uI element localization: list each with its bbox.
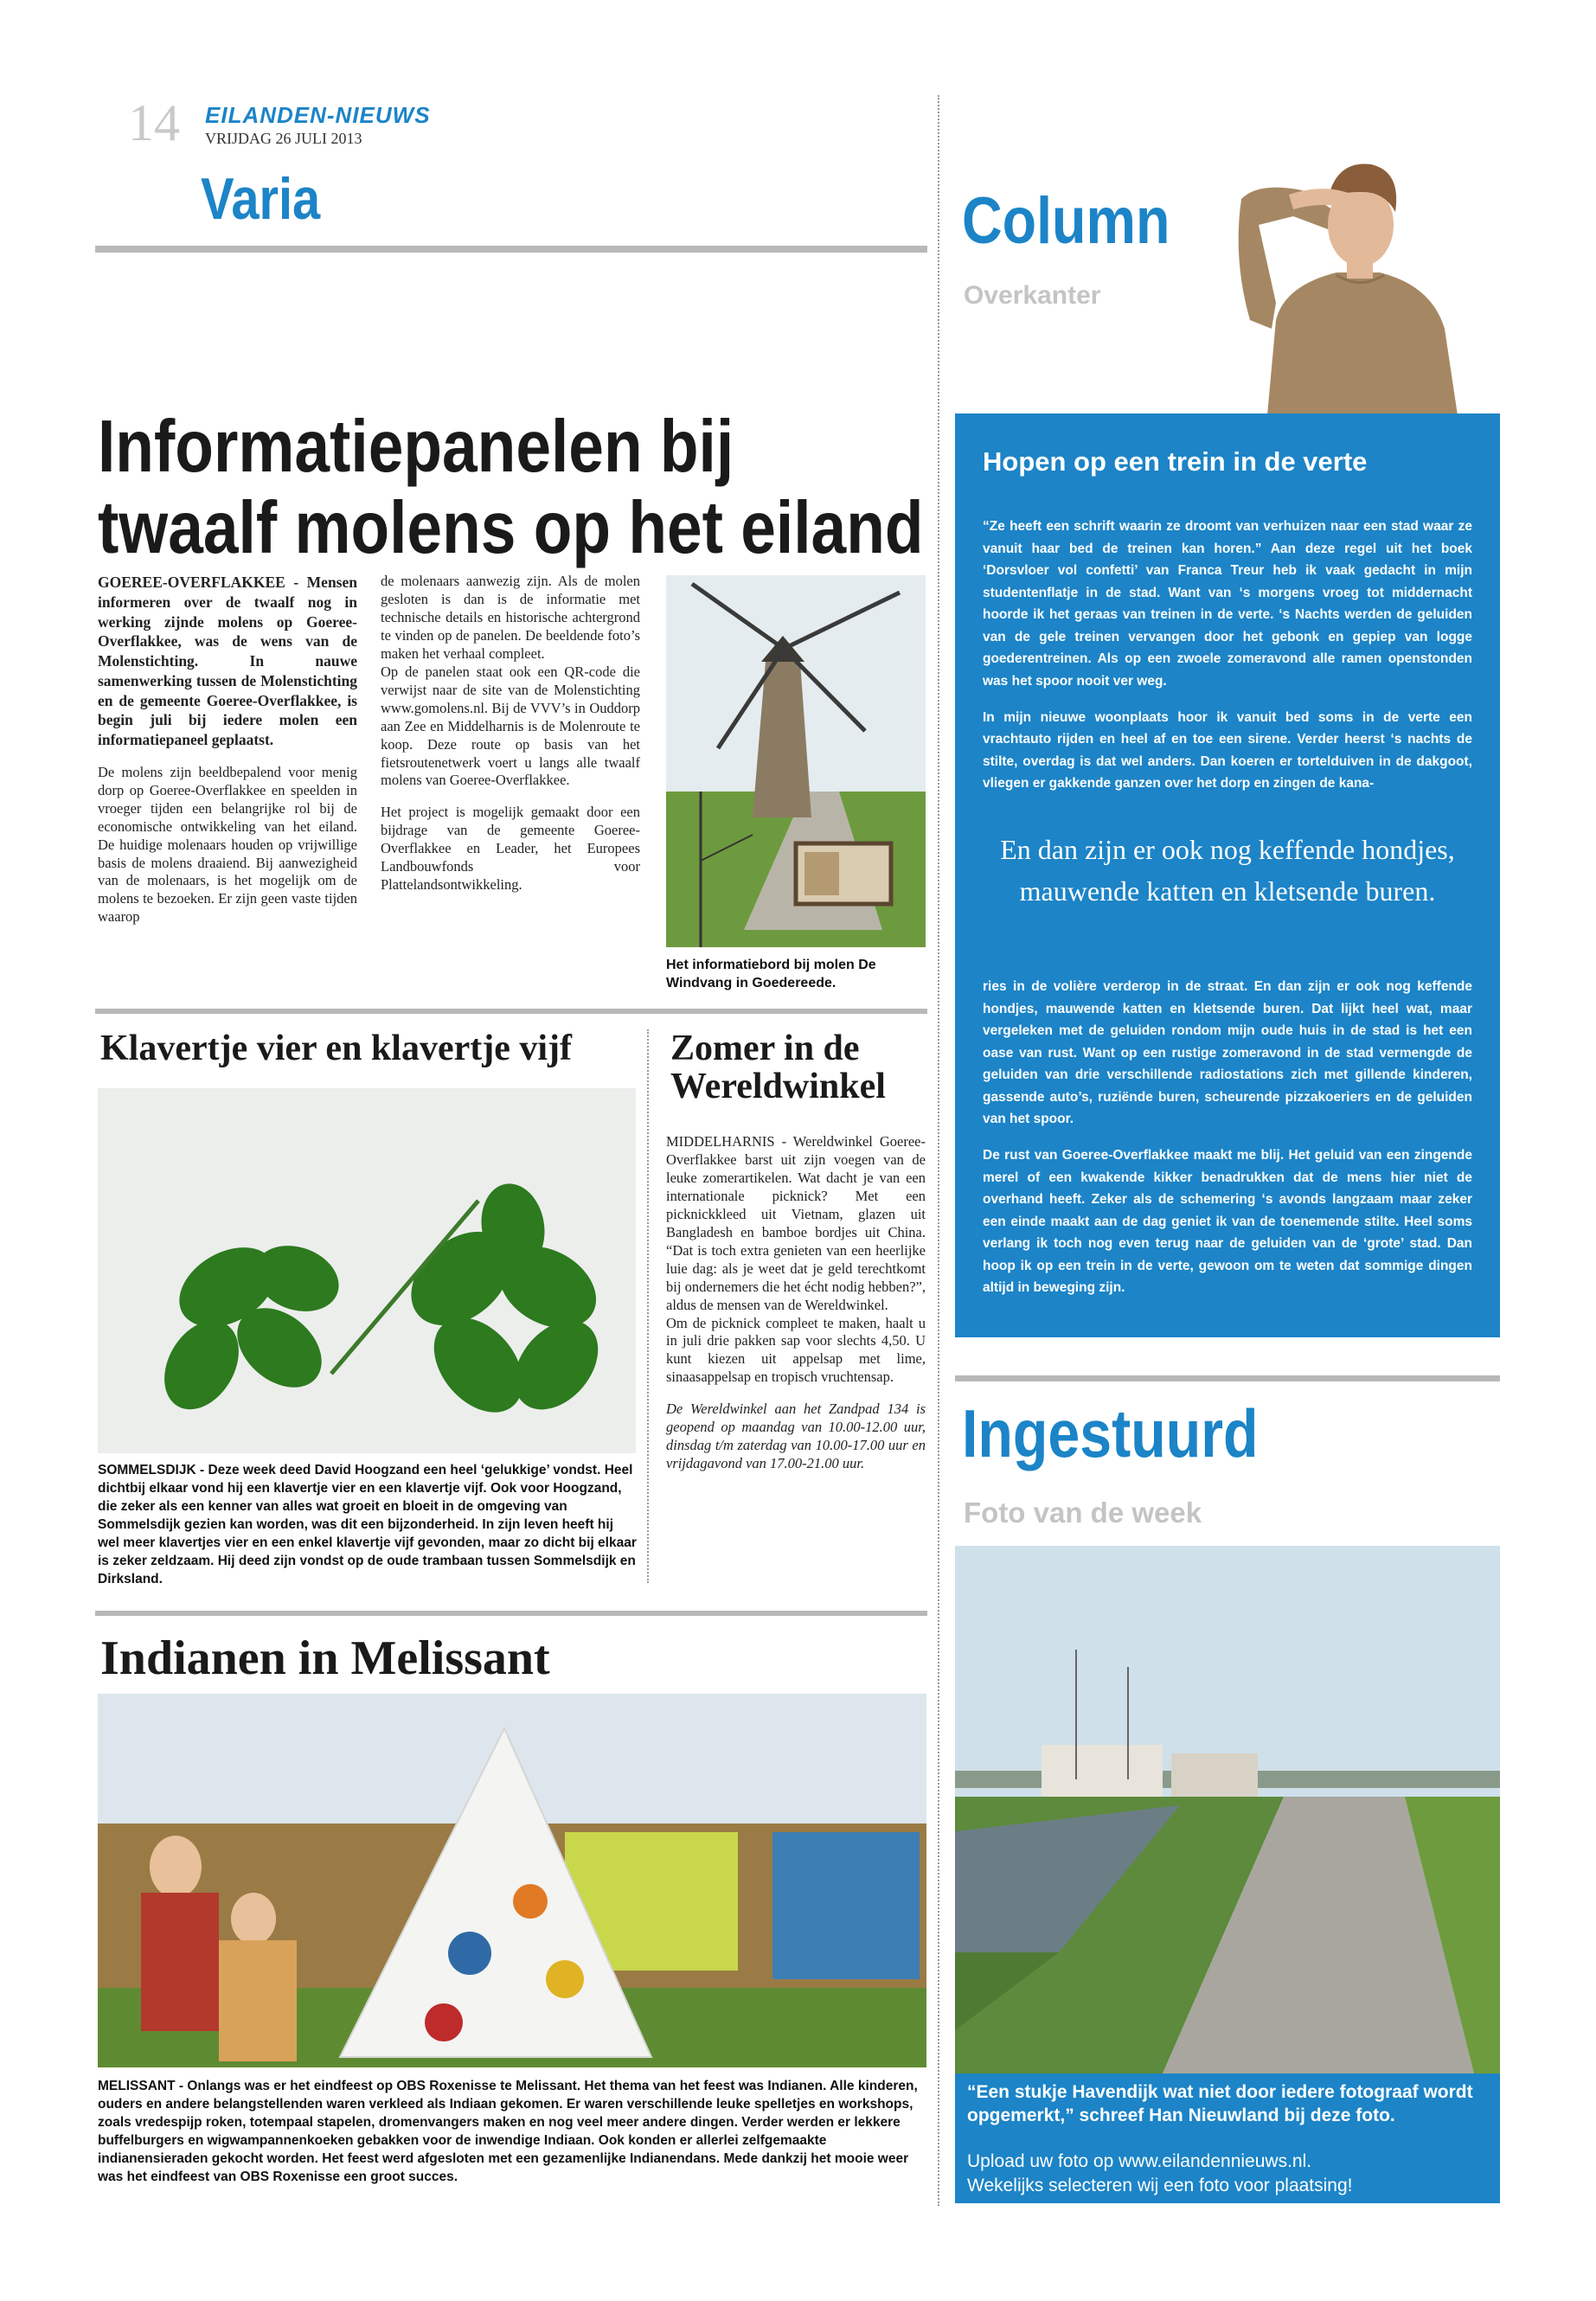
column-paragraph: In mijn nieuwe woonplaats hoor ik vanuit bed soms in de verte een vrachtauto rijden en heel af en toe een sirene. Verder heerst ‘s nachts de stilte, overdag is dat wel anders. Dan koeren er tortelduiven in de dakgoot, vliegen er gakkende ganzen over het dorp en zingen de kana- <box>983 709 1472 792</box>
photo-of-the-week <box>955 1546 1500 2073</box>
column-title: Hopen op een trein in de verte <box>983 446 1368 477</box>
columnist-photo <box>1207 130 1497 415</box>
caption-quote: “Een stukje Havendijk wat niet door iedere fotograaf wordt opgemerkt,” schreef Han Nieuwland bij deze foto. <box>967 2082 1473 2126</box>
clover-caption: SOMMELSDIJK - Deze week deed David Hoogzand een heel ‘gelukkige’ vondst. Heel dichtbij elkaar vond hij een klavertje vier en een klavertje vijf. Ook voor Hoogzand, die zeker als een kenner van alles wat groeit en bloeit in de omgeving van Sommelsdijk gezien kan worden, was dit een bijzonderheid. In zijn leven heeft hij wel meer klavertjes vier en een enkel klavertje vijf gevonden, maar zo dicht bij elkaar is zeker zeldzaam. Hij deed zijn vondst op de oude trambaan tussen Sommelsdijk en Dirksland. <box>98 1463 637 1586</box>
indianen-photo <box>98 1694 926 2067</box>
weekly-selection-note: Wekelijks selecteren wij een foto voor plaatsing! <box>967 2176 1353 2195</box>
article-rule <box>95 1611 927 1616</box>
column-text-bottom <box>983 976 1472 1313</box>
column-box <box>955 413 1500 1337</box>
windmill-photo <box>666 575 926 947</box>
article-paragraph: Het project is mogelijk gemaakt door een bijdrage van de gemeente Goeree-Overflakkee en Leader, het Europees Landbouwfonds voor Plattelandsontwikkeling. <box>381 804 640 894</box>
section-rule <box>95 246 927 253</box>
column-paragraph: ries in de volière verderop in de straat. En dan zijn er ook nog keffende hondjes, mauwende katten en kletsende buren. Dat lijkt heel wat, maar vergeleken met de geluiden rondom mijn oude huis in de stad is het een oase van rust. Want op een rustige zomeravond in de stad vermengde de geluiden van drie verschillende radiostations zich met gillende kinderen, gassende auto’s, ruziënde buren, scheurende pizzakoeriers en de geluiden van het spoor. <box>983 979 1472 1127</box>
article-paragraph: Op de panelen staat ook een QR-code die verwijst naar de site van de Molenstichting www.gomolens.nl. Bij de VVV’s in Ouddorp aan Zee en Middelharnis is de Molenroute te koop. Deze route op basis van het fietsroutenetwerk voert u langs alle twaalf molens van Goeree-Overflakkee. <box>381 663 640 789</box>
inner-divider <box>647 1029 649 1583</box>
section-rule <box>955 1375 1500 1381</box>
column-paragraph: De rust van Goeree-Overflakkee maakt me blij. Het geluid van een zingende merel of een kwakende kikker benadrukken dat de mens hier niet de overhand heeft. Zeker als de schemering ‘s avonds langzaam maar zeker een einde maakt aan de dag geniet ik van de toenemende stilte. Heel soms verlang ik toch nog even terug naar de geluiden van de ‘grote’ stad. Dan hoop ik op een trein in de verte, gewoon om te weten dat sommige dingen altijd in beweging zijn. <box>983 1147 1472 1296</box>
section-title-varia: Varia <box>201 166 321 232</box>
headline-indianen: Indianen in Melissant <box>100 1631 550 1685</box>
article-paragraph: De molens zijn beeldbepalend voor menig dorp op Goeree-Overflakkee en speelden in vroeger tijden een belangrijke rol bij de economische ontwikkeling van het eiland. De huidige molenaars houden op vrijwillige basis de molens draaiend. Bij aanwezigheid van de molenaars, is het mogelijk om de molens te bezoeken. Er zijn geen vaste tijden waarop <box>98 763 357 926</box>
article-paragraph: De Wereldwinkel aan het Zandpad 134 is geopend op maandag van 10.00-12.00 uur, dinsdag t/m zaterdag van 10.00-17.00 uur en vrijdagavond van 17.00-21.00 uur. <box>666 1400 926 1472</box>
column-pullquote: En dan zijn er ook nog keffende hondjes, mauwende katten en kletsende buren. <box>1000 834 1455 907</box>
newspaper-logo: EILANDEN-NIEUWS <box>205 102 431 128</box>
headline-molens: Informatiepanelen bij twaalf molens op het eiland <box>98 406 924 569</box>
article-wereldwinkel <box>666 1133 926 1487</box>
article-paragraph: MIDDELHARNIS - Wereldwinkel Goeree-Overflakkee barst uit zijn voegen van de leuke zomerartikelen. Wat dacht je van een internationale picknick? Met een picknickkleed uit Vietnam, glazen uit Bangladesh en bamboe bordjes uit China. “Dat is toch extra genieten van een heerlijke luie dag: als je weet dat je geld terechtkomt bij ondernemers die het écht nodig hebben?”, aldus de mensen van de Wereldwinkel. <box>666 1133 926 1313</box>
article-lead: GOEREE-OVERFLAKKEE - Mensen informeren over de twaalf nog in werking zijnde molens op Goeree-Overflakkee, was de wens van de Molenstichting. In nauwe samenwerking tussen de Molenstichting en de gemeente Goeree-Overflakkee, is begin juli bij iedere molen een informatiepaneel geplaatst. <box>98 574 357 748</box>
article-paragraph: de molenaars aanwezig zijn. Als de molen gesloten is dan is de informatie met technische details en historische achtergrond te vinden op de panelen. De beeldende foto’s maken het verhaal compleet. <box>381 573 640 662</box>
article-molens-col2 <box>381 573 640 908</box>
column-text-top <box>983 516 1472 809</box>
column-subtitle: Overkanter <box>964 281 1101 310</box>
photo-of-the-week-caption <box>955 2073 1500 2203</box>
upload-link[interactable]: Upload uw foto op www.eilandennieuws.nl. <box>967 2151 1312 2171</box>
section-title-ingestuurd: Ingestuurd <box>962 1395 1259 1471</box>
column-paragraph: “Ze heeft een schrift waarin ze droomt van verhuizen naar een stad waar ze vanuit haar bed de treinen kan horen.” Aan deze regel uit het boek ‘Dorsvloer vol confetti’ van Franca Treur heb ik vaak gedacht in mijn studentenflatje in de stad. Want van ‘s morgens vroeg tot middernacht hoorde ik het geraas van treinen in de verte. ‘s Nachts werden de geluiden van de gele treinen vervangen door het gebonk en gepiep van logge goederentreinen. Als op een zwoele zomeravond alle ramen openstonden was het spoor nooit ver weg. <box>983 519 1472 689</box>
windmill-caption: Het informatiebord bij molen De Windvang in Goedereede. <box>666 958 876 990</box>
page-number: 14 <box>128 94 180 151</box>
indianen-caption: MELISSANT - Onlangs was er het eindfeest op OBS Roxenisse te Melissant. Het thema van het feest was Indianen. Alle kinderen, ouders en andere belangstellenden waren verkleed als Indiaan gekomen. Er waren verschillende leuke spelletjes en workshops, zoals vredespijp roken, totempaal stapelen, dromenvangers maken en nog veel meer andere dingen. Verder werden er lekkere buffelburgers en wigwampannenkoeken gebakken voor de inwendige Indiaan. Ook konden er allerlei zelfgemaakte indianensieraden gekocht worden. Het feest werd afgesloten met een gezamenlijke Indianendans. Mede dankzij het mooie weer was het eindfeest van OBS Roxenisse een groot succes. <box>98 2079 918 2184</box>
article-molens-col1 <box>98 573 357 940</box>
column-divider <box>938 95 939 2206</box>
ingestuurd-subtitle: Foto van de week <box>964 1497 1202 1529</box>
headline-klavertje: Klavertje vier en klavertje vijf <box>100 1029 572 1068</box>
section-title-column: Column <box>962 184 1170 258</box>
article-rule <box>95 1009 927 1014</box>
clover-photo <box>98 1088 636 1453</box>
issue-date: VRIJDAG 26 JULI 2013 <box>205 130 362 147</box>
headline-wereldwinkel: Zomer in de Wereldwinkel <box>670 1029 886 1107</box>
article-paragraph: Om de picknick compleet te maken, haalt u in juli drie pakken sap voor slechts 4,50. U kunt kiezen uit appelsap met lime, sinaasappelsap en tropisch vruchtensap. <box>666 1314 926 1386</box>
